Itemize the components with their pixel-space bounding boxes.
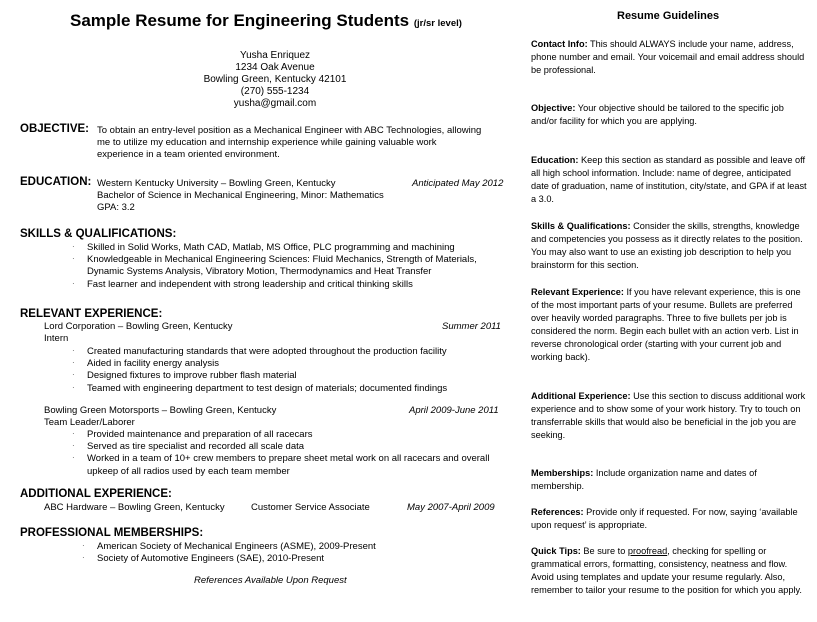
job-duties-list [72, 429, 490, 478]
education-gpa: GPA: 3.2 [97, 202, 135, 213]
job-duties-list [72, 346, 448, 395]
bullet-icon: · [72, 254, 75, 264]
education-degree: Bachelor of Science in Mechanical Engineering, Minor: Mathematics [97, 190, 384, 201]
bullet-icon: · [82, 541, 85, 550]
memberships-heading: PROFESSIONAL MEMBERSHIPS: [20, 527, 204, 539]
bullet-icon: · [72, 242, 75, 251]
list-item: · Worked in a team of 10+ crew members to prepare sheet metal work on all racecars and overall [72, 453, 490, 465]
education-date: Anticipated May 2012 [412, 178, 504, 189]
memberships-list [82, 541, 376, 565]
list-item: · Created manufacturing standards that were adopted throughout the production facility [72, 346, 447, 357]
guideline-education: Education: Keep this section as standard as possible and leave off all high school information. Include: name of degree, anticipated date of graduation, name of institution, city/state, and GPA if at least a 3.0. [531, 155, 807, 204]
guidelines-title: Resume Guidelines [617, 10, 720, 22]
guideline-relevant-experience: Relevant Experience: If you have relevant experience, this is one of the most important parts of your resume. Bullets are preferred over heavily worded paragraphs. Three to five bullets per job is considered the norm. Begin each bullet with an action verb. List in reverse chronological order (starting with your current job and working back). [531, 287, 801, 362]
job-company: Bowling Green Motorsports – Bowling Green, Kentucky [44, 405, 277, 416]
bullet-icon: · [72, 346, 75, 355]
list-item: · Society of Automotive Engineers (SAE), 2010-Present [82, 553, 325, 565]
contact-name: Yusha Enriquez [239, 50, 311, 61]
bullet-icon: · [72, 453, 75, 463]
list-item: · Knowledgeable in Mechanical Engineering Sciences: Fluid Mechanics, Strength of Materials, [72, 254, 477, 266]
resume-title: Sample Resume for Engineering Students (jr/sr level) [70, 11, 462, 30]
experience-heading: RELEVANT EXPERIENCE: [20, 308, 163, 320]
list-item: · Served as tire specialist and recorded all scale data [72, 441, 305, 453]
contact-city: Bowling Green, Kentucky 42101 [203, 74, 347, 85]
guideline-additional-experience: Additional Experience: Use this section to discuss additional work experience and to show some of your work history. Try to touch on transferrable skills that would also be beneficial in the job you are seeking. [531, 391, 806, 440]
list-item: · Provided maintenance and preparation of all racecars [72, 429, 313, 440]
bullet-icon: · [72, 441, 75, 451]
additional-heading: ADDITIONAL EXPERIENCE: [20, 488, 172, 500]
list-item: · Designed fixtures to improve rubber flash material [72, 370, 297, 382]
references-line: References Available Upon Request [194, 575, 347, 586]
bullet-icon: · [72, 370, 75, 380]
job-date: Summer 2011 [442, 321, 501, 332]
additional-company: ABC Hardware – Bowling Green, Kentucky [44, 502, 225, 513]
objective-line: To obtain an entry-level position as a Mechanical Engineer with ABC Technologies, allowing [97, 125, 482, 136]
contact-block [180, 50, 370, 110]
contact-email: yusha@gmail.com [233, 98, 317, 109]
guideline-references: References: Provide only if requested. For now, saying ‘available upon request’ is appropriate. [531, 507, 798, 530]
skills-list [72, 242, 477, 291]
job-role: Team Leader/Laborer [44, 417, 135, 428]
objective-line: experience in a team oriented environment. [97, 149, 280, 160]
guideline-skills: Skills & Qualifications: Consider the skills, strengths, knowledge and competencies you possess as it directly relates to the position. You may also want to use an existing job description to help you brainstorm for this section. [531, 221, 803, 270]
bullet-icon: · [72, 382, 75, 392]
skills-heading: SKILLS & QUALIFICATIONS: [20, 228, 177, 240]
guideline-quick-tips: Quick Tips: Be sure to proofread, checking for spelling or grammatical errors, formatting, consistency, neatness and flow. Avoid using templates and update your resume regularly. Also, remember to tailor your resume to the position for which you apply. [531, 546, 802, 595]
bullet-icon: · [72, 278, 75, 288]
objective-heading: OBJECTIVE: [20, 123, 90, 135]
job-role: Intern [44, 333, 69, 344]
education-school: Western Kentucky University – Bowling Green, Kentucky [97, 178, 336, 189]
guideline-objective: Objective: Your objective should be tailored to the specific job and/or facility for which you are applying. [531, 103, 784, 126]
guideline-memberships: Memberships: Include organization name and dates of membership. [531, 468, 757, 491]
job-company: Lord Corporation – Bowling Green, Kentucky [44, 321, 233, 332]
list-item: upkeep of all radios used by each team member [87, 465, 290, 477]
contact-street: 1234 Oak Avenue [235, 62, 315, 73]
objective-text [97, 125, 481, 161]
bullet-icon: · [72, 429, 75, 438]
additional-date: May 2007-April 2009 [407, 502, 495, 513]
job-date: April 2009-June 2011 [409, 405, 499, 416]
list-item: · American Society of Mechanical Engineers (ASME), 2009-Present [82, 541, 376, 552]
contact-phone: (270) 555-1234 [240, 86, 310, 97]
list-item: Dynamic Systems Analysis, Vibratory Motion, Thermodynamics and Heat Transfer [87, 266, 432, 278]
education-heading: EDUCATION: [20, 176, 92, 188]
additional-role: Customer Service Associate [251, 502, 370, 513]
list-item: · Aided in facility energy analysis [72, 358, 220, 370]
guideline-contact: Contact Info: This should ALWAYS include your name, address, phone number and email. Your voicemail and email address should be professional. [531, 39, 805, 75]
list-item: · Teamed with engineering department to test design of materials; documented findings [72, 382, 448, 394]
list-item: · Skilled in Solid Works, Math CAD, Matlab, MS Office, PLC programming and machining [72, 242, 455, 253]
proofread-link: proofread [627, 546, 668, 556]
bullet-icon: · [82, 553, 85, 563]
bullet-icon: · [72, 358, 75, 368]
guidelines-column [531, 0, 809, 622]
objective-line: me to utilize my education and internship experience while gaining valuable work [97, 137, 437, 148]
list-item: · Fast learner and independent with strong leadership and critical thinking skills [72, 278, 413, 290]
resume-title-note: (jr/sr level) [413, 18, 462, 29]
